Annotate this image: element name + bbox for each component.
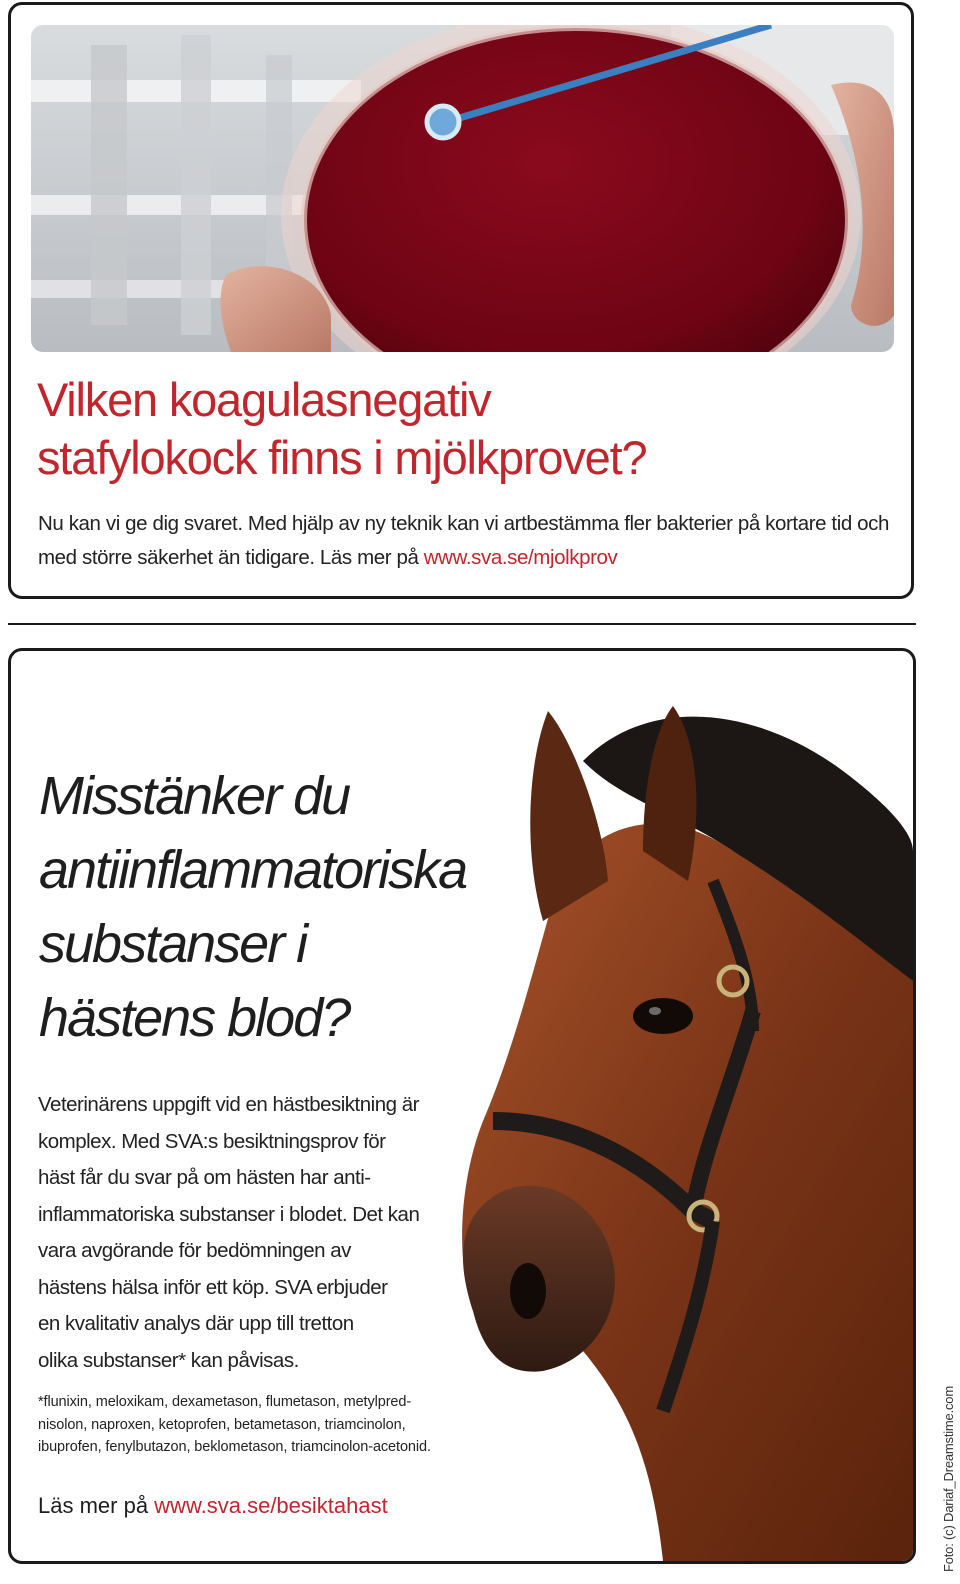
photo-credit: Foto: (c) Dariaf_Dreamstime.com [941, 1386, 956, 1572]
mjolkprov-headline-line-2: stafylokock finns i mjölkprovet? [37, 431, 647, 484]
besiktahast-headline-line-4: hästens blod? [39, 988, 350, 1048]
mjolkprov-headline-line-1: Vilken koagulasnegativ [37, 373, 491, 426]
mjolkprov-link[interactable]: www.sva.se/mjolkprov [423, 546, 618, 569]
besiktahast-body-line-4: inflammatoriska substanser i blodet. Det kan [38, 1202, 420, 1226]
besiktahast-body [38, 1087, 458, 1379]
mjolkprov-ad-card [8, 2, 914, 599]
substance-footnote [38, 1391, 478, 1459]
petri-dish-photo [31, 25, 894, 352]
horse-photo [433, 651, 913, 1561]
mjolkprov-body-text: Nu kan vi ge dig svaret. Med hjälp av ny teknik kan vi artbestämma fler bakterier på kortare tid och med större säkerhet än tidigare. Läs mer på [38, 512, 890, 569]
petri-dish-illustration [31, 25, 894, 352]
besiktahast-headline [39, 759, 479, 1055]
mjolkprov-body [38, 507, 898, 575]
besiktahast-read-more [38, 1491, 388, 1521]
substance-footnote-line-3: ibuprofen, fenylbutazon, beklometason, triamcinolon-acetonid. [38, 1439, 431, 1455]
substance-footnote-line-1: *flunixin, meloxikam, dexametason, flumetason, metylpred- [38, 1394, 412, 1410]
besiktahast-headline-line-2: antiinflammatoriska [39, 840, 467, 900]
substance-footnote-line-2: nisolon, naproxen, ketoprofen, betametason, triamcinolon, [38, 1416, 406, 1433]
besiktahast-link[interactable]: www.sva.se/besiktahast [154, 1493, 388, 1518]
besiktahast-headline-line-1: Misstänker du [39, 766, 350, 826]
horse-head-illustration [433, 651, 913, 1561]
besiktahast-body-line-2: komplex. Med SVA:s besiktningsprov för [38, 1129, 386, 1153]
section-divider [8, 623, 916, 625]
besiktahast-body-line-6: hästens hälsa inför ett köp. SVA erbjuder [38, 1275, 388, 1299]
read-more-prefix: Läs mer på [38, 1493, 155, 1518]
besiktahast-ad-card [8, 648, 916, 1564]
mjolkprov-headline [37, 371, 646, 487]
besiktahast-body-line-8: olika substanser* kan påvisas. [38, 1348, 299, 1372]
besiktahast-headline-line-3: substanser i [39, 914, 307, 974]
besiktahast-body-line-5: vara avgörande för bedömningen av [38, 1239, 351, 1262]
besiktahast-body-line-1: Veterinärens uppgift vid en hästbesiktning är [38, 1093, 419, 1116]
besiktahast-body-line-3: häst får du svar på om hästen har anti- [38, 1166, 371, 1189]
besiktahast-body-line-7: en kvalitativ analys där upp till tretton [38, 1312, 354, 1335]
